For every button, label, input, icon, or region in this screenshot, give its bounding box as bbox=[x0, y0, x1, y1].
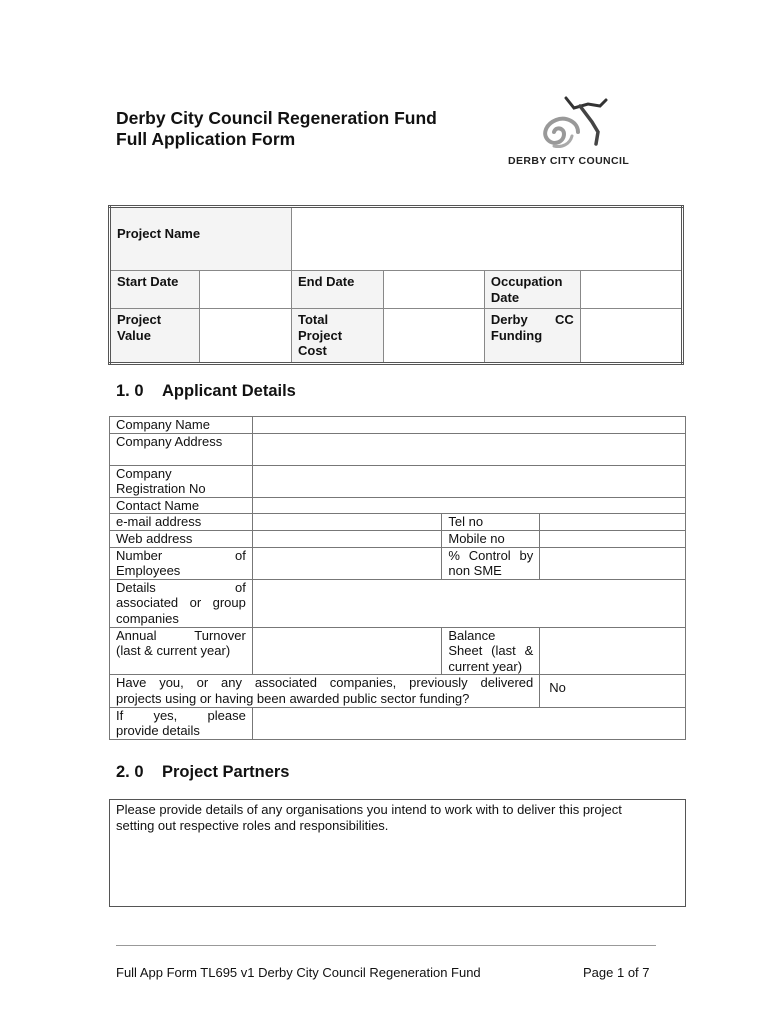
project-value-line-2: Value bbox=[117, 327, 151, 343]
derby-cc-funding-field[interactable] bbox=[580, 309, 682, 364]
end-date-label: End Date bbox=[291, 271, 383, 309]
project-partners-field[interactable] bbox=[110, 800, 686, 907]
section-1-heading bbox=[116, 382, 296, 401]
web-address-label: Web address bbox=[110, 530, 253, 547]
employees-line-1: Number of bbox=[116, 547, 246, 563]
derby-funding-line-2: Funding bbox=[490, 327, 543, 343]
total-cost-line-3: Cost bbox=[297, 343, 327, 359]
project-name-label: Project Name bbox=[110, 207, 292, 271]
registration-line-2: Registration No bbox=[116, 481, 206, 497]
turnover-line-2: (last & current year) bbox=[116, 643, 231, 659]
email-label: e-mail address bbox=[110, 514, 253, 531]
end-date-field[interactable] bbox=[383, 271, 484, 309]
associated-line-3: companies bbox=[116, 610, 179, 626]
section-2-number: 2. 0 bbox=[116, 763, 144, 781]
total-project-cost-field[interactable] bbox=[383, 309, 484, 364]
title-line-2: Full Application Form bbox=[116, 129, 296, 149]
registration-no-label bbox=[110, 465, 253, 497]
control-label bbox=[442, 547, 540, 579]
associated-line-2: associated or group bbox=[116, 595, 246, 611]
start-date-label: Start Date bbox=[110, 271, 200, 309]
employees-label bbox=[110, 547, 253, 579]
registration-line-1: Company bbox=[116, 465, 172, 481]
balance-line-3: current year) bbox=[448, 658, 523, 674]
control-line-2: non SME bbox=[448, 563, 502, 579]
document-title bbox=[116, 108, 437, 150]
section-2-title: Project Partners bbox=[162, 763, 290, 781]
partners-instruction-line-1: Please provide details of any organisations you intend to work with to deliver this project bbox=[116, 802, 622, 817]
footer-document-ref: Full App Form TL695 v1 Derby City Council Regeneration Fund bbox=[116, 965, 481, 980]
company-address-field[interactable] bbox=[252, 433, 685, 465]
project-partners-table bbox=[109, 799, 686, 907]
project-value-label bbox=[110, 309, 200, 364]
public-funding-line-2: projects using or having been awarded public sector funding? bbox=[116, 690, 470, 706]
if-yes-line-1: If yes, please bbox=[116, 707, 246, 723]
associated-companies-field[interactable] bbox=[252, 579, 685, 627]
total-cost-line-1: Total bbox=[297, 312, 329, 328]
ram-logo-icon bbox=[508, 92, 648, 154]
public-funding-question bbox=[110, 675, 540, 707]
company-name-field[interactable] bbox=[252, 417, 685, 434]
tel-field[interactable] bbox=[540, 514, 686, 531]
control-line-1: % Control by bbox=[448, 547, 534, 563]
if-yes-label bbox=[110, 707, 253, 739]
registration-no-field[interactable] bbox=[252, 465, 685, 497]
balance-sheet-field[interactable] bbox=[540, 627, 686, 675]
mobile-label: Mobile no bbox=[442, 530, 540, 547]
section-1-title: Applicant Details bbox=[162, 382, 296, 400]
section-1-number: 1. 0 bbox=[116, 382, 144, 400]
project-value-line-1: Project bbox=[117, 312, 162, 328]
total-cost-line-2: Project bbox=[297, 327, 343, 343]
occupation-date-label bbox=[484, 271, 580, 309]
footer-page-number: Page 1 of 7 bbox=[583, 965, 650, 980]
start-date-field[interactable] bbox=[199, 271, 291, 309]
company-address-label: Company Address bbox=[110, 433, 253, 465]
project-summary-table bbox=[108, 205, 684, 365]
employees-field[interactable] bbox=[252, 547, 442, 579]
if-yes-details-field[interactable] bbox=[252, 707, 685, 739]
annual-turnover-field[interactable] bbox=[252, 627, 442, 675]
occupation-label-line-1: Occupation bbox=[490, 274, 563, 289]
logo-text: DERBY CITY COUNCIL bbox=[508, 155, 630, 167]
email-field[interactable] bbox=[252, 514, 442, 531]
employees-line-2: Employees bbox=[116, 563, 181, 579]
title-line-1: Derby City Council Regeneration Fund bbox=[116, 108, 437, 128]
applicant-details-table bbox=[109, 416, 686, 740]
footer-divider bbox=[116, 945, 656, 946]
turnover-line-1: Annual Turnover bbox=[116, 627, 246, 643]
contact-name-label: Contact Name bbox=[110, 497, 253, 514]
balance-line-1: Balance bbox=[448, 627, 496, 643]
derby-cc-funding-label bbox=[484, 309, 580, 364]
balance-line-2: Sheet (last & bbox=[448, 643, 534, 659]
occupation-date-field[interactable] bbox=[580, 271, 682, 309]
contact-name-field[interactable] bbox=[252, 497, 685, 514]
derby-funding-line-1: Derby CC bbox=[490, 312, 574, 328]
total-project-cost-label bbox=[291, 309, 383, 364]
associated-companies-label bbox=[110, 579, 253, 627]
tel-label: Tel no bbox=[442, 514, 540, 531]
annual-turnover-label bbox=[110, 627, 253, 675]
web-address-field[interactable] bbox=[252, 530, 442, 547]
public-funding-answer[interactable]: No bbox=[540, 675, 686, 707]
if-yes-line-2: provide details bbox=[116, 723, 200, 739]
project-value-field[interactable] bbox=[199, 309, 291, 364]
project-name-field[interactable] bbox=[291, 207, 682, 271]
council-logo bbox=[508, 92, 648, 172]
occupation-label-line-2: Date bbox=[490, 289, 520, 305]
mobile-field[interactable] bbox=[540, 530, 686, 547]
partners-instruction-line-2: setting out respective roles and responsibilities. bbox=[116, 817, 389, 833]
public-funding-line-1: Have you, or any associated companies, previously delivered bbox=[116, 675, 534, 691]
company-name-label: Company Name bbox=[110, 417, 253, 434]
associated-line-1: Details of bbox=[116, 579, 246, 595]
section-2-heading bbox=[116, 763, 289, 782]
balance-sheet-label bbox=[442, 627, 540, 675]
control-field[interactable] bbox=[540, 547, 686, 579]
